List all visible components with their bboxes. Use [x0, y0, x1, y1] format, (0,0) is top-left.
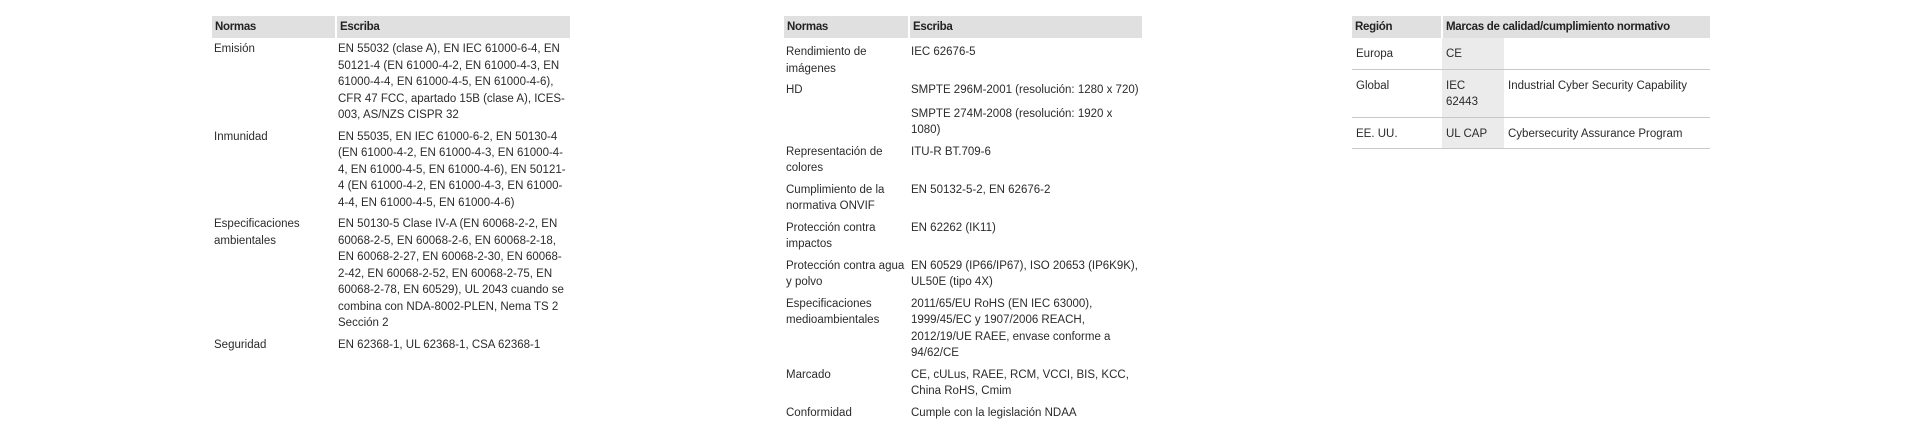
description-cell: Industrial Cyber Security Capability [1504, 69, 1710, 117]
row-value: SMPTE 274M-2008 (resolución: 1920 x 1080) [909, 101, 1142, 141]
region-cell: Global [1352, 69, 1442, 117]
region-cell: EE. UU. [1352, 117, 1442, 149]
table-row [1352, 69, 1710, 117]
row-label: HD [784, 79, 909, 101]
column-header-quality-marks: Marcas de calidad/cumplimiento normativo [1442, 16, 1710, 38]
description-cell [1504, 38, 1710, 69]
row-label: Conformidad [784, 402, 909, 423]
quality-marks-table [1352, 16, 1710, 149]
row-label: Protección contra agua y polvo [784, 255, 909, 293]
row-label: Emisión [212, 38, 336, 126]
table-row [784, 402, 1142, 423]
table-row [1352, 117, 1710, 149]
mark-cell: IEC 62443 [1442, 69, 1504, 117]
table-row [784, 141, 1142, 179]
table-row [784, 255, 1142, 293]
row-value: EN 50132-5-2, EN 62676-2 [909, 179, 1142, 217]
row-label: Seguridad [212, 334, 336, 356]
row-label: Protección contra impactos [784, 217, 909, 255]
table-row [784, 79, 1142, 101]
row-label: Inmunidad [212, 126, 336, 214]
standards-table-left [212, 16, 570, 355]
row-value: CE, cULus, RAEE, RCM, VCCI, BIS, KCC, China RoHS, Cmim [909, 364, 1142, 402]
table-row [212, 213, 570, 334]
table-row [212, 334, 570, 356]
column-header-escriba: Escriba [336, 16, 570, 38]
standards-table-middle [784, 16, 1142, 423]
mark-cell: CE [1442, 38, 1504, 69]
column-header-escriba: Escriba [909, 16, 1142, 38]
row-label: Especificaciones medioambientales [784, 293, 909, 364]
row-value: EN 62368-1, UL 62368-1, CSA 62368-1 [336, 334, 570, 356]
column-header-normas: Normas [784, 16, 909, 38]
row-label: Cumplimiento de la normativa ONVIF [784, 179, 909, 217]
row-value: IEC 62676-5 [909, 38, 1142, 79]
row-label: Rendimiento de imágenes [784, 38, 909, 79]
region-cell: Europa [1352, 38, 1442, 69]
row-label [784, 101, 909, 141]
row-value: EN 55035, EN IEC 61000-6-2, EN 50130-4 (EN 61000-4-2, EN 61000-4-3, EN 61000-4-4, EN 61000-4-5, EN 61000-4-6), EN 50121-4 (EN 61000-4-2, EN 61000-4-3, EN 61000-4-4, EN 61000-4-5, EN 61000-4-6) [336, 126, 570, 214]
table-row [212, 126, 570, 214]
table-row [784, 364, 1142, 402]
row-value: EN 60529 (IP66/IP67), ISO 20653 (IP6K9K), UL50E (tipo 4X) [909, 255, 1142, 293]
row-value: 2011/65/EU RoHS (EN IEC 63000), 1999/45/EC y 1907/2006 REACH, 2012/19/UE RAEE, envase conforme a 94/62/CE [909, 293, 1142, 364]
row-value: Cumple con la legislación NDAA [909, 402, 1142, 423]
row-value: ITU-R BT.709-6 [909, 141, 1142, 179]
row-value: EN 50130-5 Clase IV-A (EN 60068-2-2, EN 60068-2-5, EN 60068-2-6, EN 60068-2-18, EN 60068-2-27, EN 60068-2-30, EN 60068-2-42, EN 60068-2-52, EN 60068-2-75, EN 60068-2-78, EN 60529), UL 2043 cuando se combina con NDA-8002-PLEN, Nema TS 2 Sección 2 [336, 213, 570, 334]
mark-cell: UL CAP [1442, 117, 1504, 149]
table-row [784, 38, 1142, 79]
table-row [784, 217, 1142, 255]
table-row [212, 38, 570, 126]
table-row [784, 293, 1142, 364]
row-label: Marcado [784, 364, 909, 402]
row-label: Especificaciones ambientales [212, 213, 336, 334]
column-header-normas: Normas [212, 16, 336, 38]
column-header-region: Región [1352, 16, 1442, 38]
table-row [1352, 38, 1710, 69]
table-row [784, 101, 1142, 141]
table-row [784, 179, 1142, 217]
row-value: EN 62262 (IK11) [909, 217, 1142, 255]
description-cell: Cybersecurity Assurance Program [1504, 117, 1710, 149]
row-label: Representación de colores [784, 141, 909, 179]
row-value: EN 55032 (clase A), EN IEC 61000-6-4, EN 50121-4 (EN 61000-4-2, EN 61000-4-3, EN 61000-4-4, EN 61000-4-5, EN 61000-4-6), CFR 47 FCC, apartado 15B (clase A), ICES-003, AS/NZS CISPR 32 [336, 38, 570, 126]
row-value: SMPTE 296M-2001 (resolución: 1280 x 720) [909, 79, 1142, 101]
